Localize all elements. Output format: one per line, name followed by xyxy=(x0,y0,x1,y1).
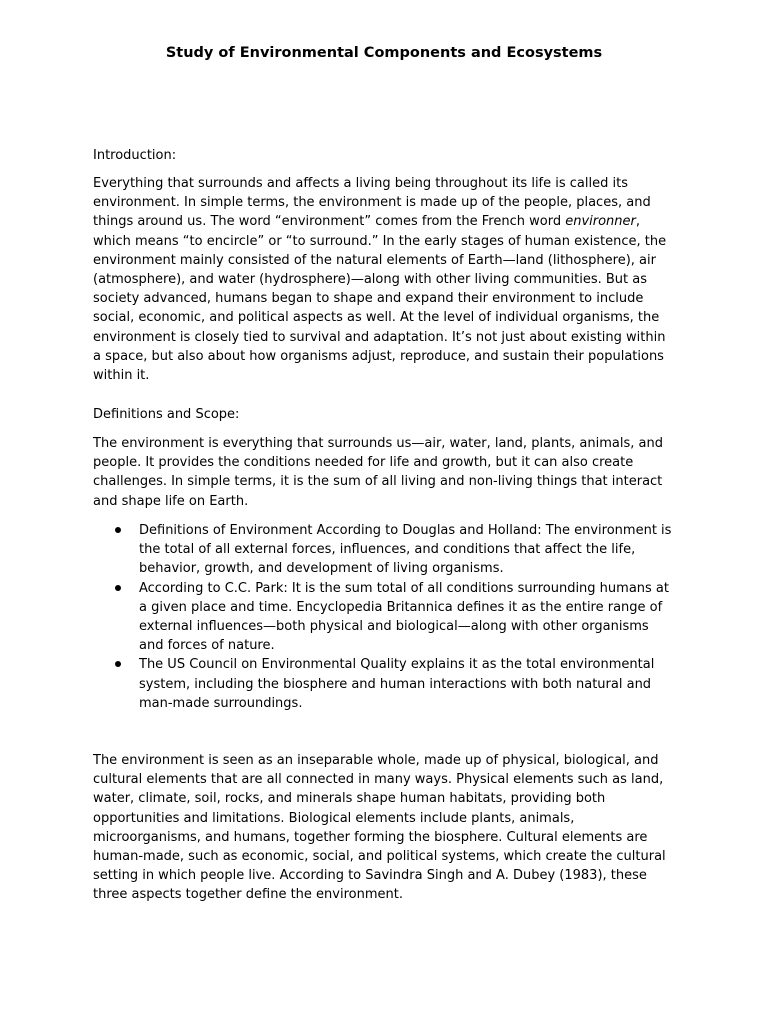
bullet-item xyxy=(93,579,673,656)
bullet-dot-icon xyxy=(115,585,121,591)
definitions-paragraph-text: The environment is everything that surrounds us—air, water, land, plants, animals, and people. It provides the conditions needed for life and growth, but it can also create challenges. In simple terms, it is the sum of all living and non-living things that interact and shape life on Earth. xyxy=(93,436,663,509)
introduction-paragraph-text xyxy=(93,174,673,385)
introduction-text-end: , which means “to encircle” or “to surround.” In the early stages of human existence, the environment mainly consisted of the natural elements of Earth—land (lithosphere), air (atmosphere), and water (hydrosphere)—along with other living communities. But as society advanced, humans began to shape and expand their environment to include social, economic, and political aspects as well. At the level of individual organisms, the environment is closely tied to survival and adaptation. It’s not just about existing within a space, but also about how organisms adjust, reproduce, and sustain their populations within it. xyxy=(93,214,667,384)
bullet-item xyxy=(93,521,673,579)
bullet-dot-icon xyxy=(115,661,121,667)
bullet-item-text: The US Council on Environmental Quality explains it as the total environmental system, including the biosphere and human interactions with both natural and man-made surroundings. xyxy=(139,657,655,711)
definitions-paragraph xyxy=(93,434,673,511)
definitions-heading xyxy=(93,405,673,424)
bullet-dot-icon xyxy=(115,527,121,533)
bullet-item-text: Definitions of Environment According to Douglas and Holland: The environment is the total of all external forces, influences, and conditions that affect the life, behavior, growth, and development of living organisms. xyxy=(139,523,672,577)
introduction-paragraph xyxy=(93,174,673,385)
bullet-item xyxy=(93,655,673,713)
closing-paragraph xyxy=(93,751,673,905)
document-title: Study of Environmental Components and Ecosystems xyxy=(165,45,603,61)
introduction-text-start: Everything that surrounds and affects a living being throughout its life is called its environment. In simple terms, the environment is made up of the people, places, and things around us. The word “environment” comes from the French word xyxy=(93,176,651,230)
bullet-item-text: According to C.C. Park: It is the sum total of all conditions surrounding humans at a given place and time. Encyclopedia Britannica defines it as the entire range of external influences—both physical and biological—along with other organisms and forces of nature. xyxy=(139,580,669,654)
introduction-heading xyxy=(93,146,673,165)
closing-paragraph-text: The environment is seen as an inseparable whole, made up of physical, biological, and cultural elements that are all connected in many ways. Physical elements such as land, water, climate, soil, rocks, and minerals shape human habitats, providing both opportunities and limitations. Biological elements include plants, animals, microorganisms, and humans, together forming the biosphere. Cultural elements are human-made, such as economic, social, and political systems, which create the cultural setting in which people live. According to Savindra Singh and A. Dubey (1983), these three aspects together define the environment. xyxy=(93,753,666,903)
definitions-heading-text: Definitions and Scope: xyxy=(93,407,240,422)
definitions-bullet-list xyxy=(93,521,673,713)
introduction-heading-text: Introduction: xyxy=(93,148,177,163)
introduction-italic-word: environner xyxy=(565,214,636,230)
